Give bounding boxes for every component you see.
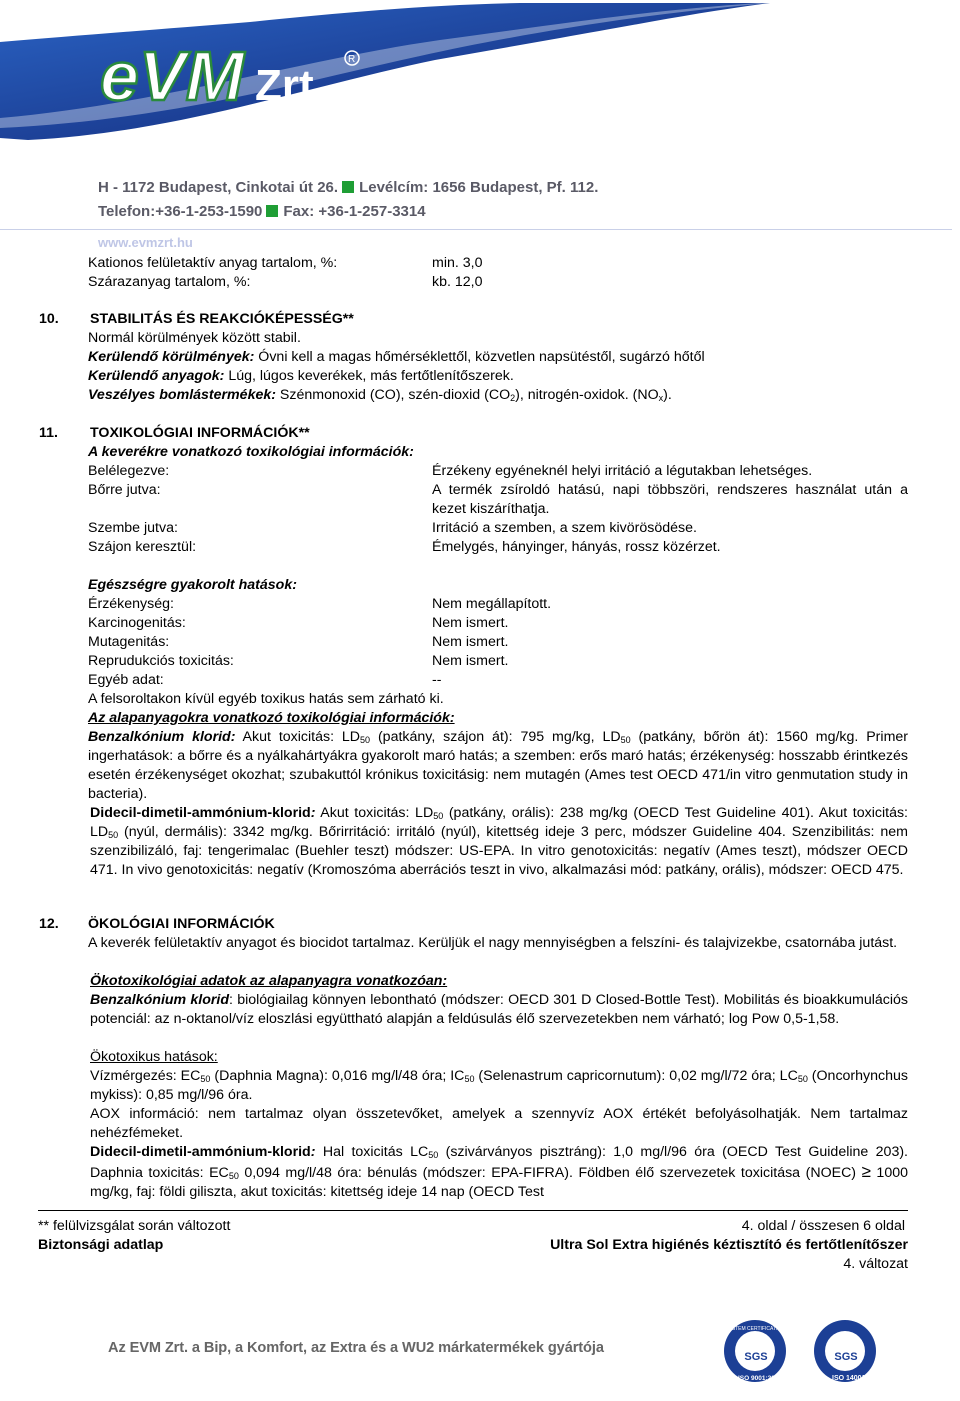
website-link[interactable]: www.evmzrt.hu xyxy=(98,235,193,250)
health-effects-heading: Egészségre gyakorolt hatások: xyxy=(88,577,297,593)
substance-label: Didecil-dimetil-ammónium-klorid xyxy=(90,805,311,821)
health-label: Karcinogenitás: xyxy=(88,615,186,631)
sgs-logo: SGS xyxy=(744,1351,768,1363)
health-label: Mutagenitás: xyxy=(88,634,170,650)
ecotox-effects-heading: Ökotoxikus hatások: xyxy=(90,1049,218,1065)
didecil-tox-paragraph xyxy=(90,804,908,880)
aox-paragraph: AOX információ: nem tartalmaz olyan összetevőket, amelyek a szennyvíz AOX értékét befolyásolhatják. Nem tartalmaz nehézfémeket. xyxy=(90,1106,908,1141)
subscript: x xyxy=(658,393,664,403)
green-square-icon xyxy=(266,205,278,217)
street-address: H - 1172 Budapest, Cinkotai út 26. xyxy=(98,179,339,196)
section-12-title: ÖKOLÓGIAI INFORMÁCIÓK xyxy=(88,916,275,932)
exposure-value: A termék zsíroldó hatású, napi többszöri, rendszeres használat után a kezet kiszáríthatja. xyxy=(432,482,908,517)
document-type: Biztonsági adatlap xyxy=(38,1237,164,1253)
decomposition-text: Szénmonoxid (CO), szén-dioxid (CO xyxy=(275,387,511,403)
decomposition-text: ). xyxy=(663,387,672,403)
cert-caption: SYSTEM CERTIFICATION xyxy=(725,1326,785,1332)
exposure-label: Belélegezve: xyxy=(88,463,170,479)
materials-label: Kerülendő anyagok: xyxy=(88,368,225,384)
subscript: 50 xyxy=(797,1074,808,1084)
health-label: Érzékenység: xyxy=(88,596,174,612)
revision-note: ** felülvizsgálat során változott xyxy=(38,1218,231,1234)
subscript: 50 xyxy=(228,1171,239,1181)
iso-14001-certificate-badge xyxy=(812,1318,878,1384)
raw-material-tox-heading: Az alapanyagokra vonatkozó toxikológiai információk: xyxy=(88,710,455,726)
paragraph-text: (patkány, bőrön át): 1560 mg/kg. Primer ingerhatások: a bőrre és a nyálkahártyákra gyakorolt maró hatás; a szemben: erős maró hatás; érzékenység: hosszabb érintkezés esetén érzékenységet okozhat; szubakuttól krónikus toxicitásig: nem mutagén (Ames test OECD 471/in vitro genmutation study in bacteria). xyxy=(88,729,908,802)
phone-number: Telefon:+36-1-253-1590 xyxy=(98,203,263,220)
decomposition-text: ), nitrogén-oxidok. (NO xyxy=(515,387,659,403)
subscript: 50 xyxy=(620,735,631,745)
product-name: Ultra Sol Extra higiénés kéztisztító és fertőtlenítőszer xyxy=(550,1237,908,1253)
paragraph-text: Hal toxicitás LC xyxy=(315,1144,429,1160)
section-10-title: STABILITÁS ÉS REAKCIÓKÉPESSÉG** xyxy=(90,311,354,327)
hazardous-decomposition xyxy=(88,386,672,405)
decomposition-label: Veszélyes bomlástermékek: xyxy=(88,387,276,403)
paragraph-text: (szivárványos pisztráng): 1,0 mg/l/96 óra (OECD Test Guideline 203). Daphnia toxicitás: EC xyxy=(90,1144,909,1181)
substance-label: Didecil-dimetil-ammónium-klorid xyxy=(90,1144,311,1160)
substance-colon: : xyxy=(310,1144,316,1160)
iso-9001-certificate-badge xyxy=(722,1318,788,1384)
subscript: 50 xyxy=(428,1150,439,1160)
stability-statement: Normál körülmények között stabil. xyxy=(88,330,301,346)
subscript: 50 xyxy=(360,735,371,745)
dry-matter-value: kb. 12,0 xyxy=(432,274,483,290)
paragraph-text: Akut toxicitás: LD xyxy=(235,729,361,745)
subscript: 2 xyxy=(510,393,516,403)
section-10-number: 10. xyxy=(39,311,59,327)
paragraph-text: Akut toxicitás: LD xyxy=(315,805,434,821)
paragraph-text: : biológiailag könnyen lebontható (módszer: OECD 301 D Closed-Bottle Test). Mobilitás és bioakkumulációs potenciál: az n-oktanol/víz eloszlási együttható alapján a feldúsulás élő szervezetekben nem várható; log Pow 0,5-1,58. xyxy=(90,992,908,1027)
address-line xyxy=(98,179,598,196)
health-label: Egyéb adat: xyxy=(88,672,164,688)
sgs-logo: SGS xyxy=(834,1351,858,1363)
cert-iso-label: ISO 14001 xyxy=(832,1375,866,1382)
phone-line xyxy=(98,203,426,220)
subscript: 50 xyxy=(433,811,444,821)
paragraph-text: (patkány, orális): 238 mg/kg (OECD Test Guideline 401). Akut toxicitás: LD xyxy=(90,805,908,840)
fax-number: Fax: +36-1-257-3314 xyxy=(283,203,426,220)
section-11-number: 11. xyxy=(39,425,58,441)
green-square-icon xyxy=(342,181,354,193)
version-number: 4. változat xyxy=(843,1256,908,1272)
section-11-title: TOXIKOLÓGIAI INFORMÁCIÓK** xyxy=(90,425,310,441)
conditions-label: Kerülendő körülmények: xyxy=(88,349,255,365)
header-divider xyxy=(0,229,952,230)
exposure-value: Émelygés, hányinger, hányás, rossz közérzet. xyxy=(432,539,721,555)
ecotox-data-heading: Ökotoxikológiai adatok az alapanyagra vonatkozóan: xyxy=(90,973,448,989)
substance-label: Benzalkónium klorid: xyxy=(88,729,236,745)
conditions-text: Óvni kell a magas hőmérséklettől, közvetlen napsütéstől, sugárzó hőtől xyxy=(254,349,705,365)
svg-text:R: R xyxy=(348,54,356,65)
paragraph-text: Vízmérgezés: EC xyxy=(90,1068,201,1084)
health-value: Nem ismert. xyxy=(432,615,509,631)
cationic-surfactant-label: Kationos felületaktív anyag tartalom, %: xyxy=(88,255,338,271)
subscript: 50 xyxy=(200,1074,211,1084)
exposure-label: Szembe jutva: xyxy=(88,520,178,536)
other-effects-note: A felsoroltakon kívül egyéb toxikus hatás sem zárható ki. xyxy=(88,691,444,707)
health-value: Nem ismert. xyxy=(432,653,509,669)
company-logo-banner xyxy=(0,0,960,170)
exposure-label: Bőrre jutva: xyxy=(88,482,161,498)
greater-equal-symbol: ≥ xyxy=(861,1162,871,1181)
substance-label: Benzalkónium klorid xyxy=(90,992,230,1008)
paragraph-text: 1000 mg/kg, faj: földi giliszta, akut toxicitás: kitettség ideje 14 nap (OECD Test xyxy=(90,1165,908,1200)
ecology-intro: A keverék felületaktív anyagot és biocidot tartalmaz. Kerüljük el nagy mennyiségben a felszíni- és talajvizekbe, csatornába jutást. xyxy=(88,935,898,951)
materials-text: Lúg, lúgos keverékek, más fertőtlenítőszerek. xyxy=(224,368,514,384)
brand-statement: Az EVM Zrt. a Bip, a Komfort, az Extra és a WU2 márkatermékek gyártója xyxy=(108,1340,604,1356)
health-value: Nem ismert. xyxy=(432,634,509,650)
paragraph-text: (Selenastrum capricornutum): 0,02 mg/l/72 óra; LC xyxy=(474,1068,798,1084)
materials-to-avoid xyxy=(88,367,514,386)
substance-colon: : xyxy=(310,805,316,821)
benzalkonium-eco-paragraph xyxy=(90,991,908,1029)
subscript: 50 xyxy=(108,830,119,840)
postal-address: Levélcím: 1656 Budapest, Pf. 112. xyxy=(359,179,599,196)
paragraph-text: 0,094 mg/l/48 óra: bénulás (módszer: EPA-FIFRA). Földben élő szervezetek toxicitása (NOEC) xyxy=(238,1165,862,1181)
svg-text:Zrt.: Zrt. xyxy=(255,61,326,110)
dry-matter-label: Szárazanyag tartalom, %: xyxy=(88,274,251,290)
section-12-number: 12. xyxy=(39,916,59,932)
health-label: Reprudukciós toxicitás: xyxy=(88,653,234,669)
paragraph-text: (patkány, szájon át): 795 mg/kg, LD xyxy=(370,729,621,745)
page-info: 4. oldal / összesen 6 oldal xyxy=(741,1218,905,1234)
health-value: -- xyxy=(432,672,442,688)
exposure-label: Szájon keresztül: xyxy=(88,539,197,555)
exposure-value: Irritáció a szemben, a szem kivörösödése. xyxy=(432,520,697,536)
paragraph-text: (Daphnia Magna): 0,016 mg/l/48 óra; IC xyxy=(210,1068,465,1084)
conditions-to-avoid xyxy=(88,348,705,367)
exposure-value: Érzékeny egyéneknél helyi irritáció a légutakban lehetséges. xyxy=(432,463,813,479)
cert-iso-label: ISO 9001:2000 xyxy=(738,1375,783,1382)
company-logo: eVM xyxy=(100,37,244,115)
subscript: 50 xyxy=(464,1074,475,1084)
cationic-surfactant-value: min. 3,0 xyxy=(432,255,483,271)
footer-divider xyxy=(38,1210,908,1211)
paragraph-text: (Oncorhynchus mykiss): 0,85 mg/l/96 óra. xyxy=(90,1068,908,1103)
mixture-tox-heading: A keverékre vonatkozó toxikológiai információk: xyxy=(88,444,414,460)
health-value: Nem megállapított. xyxy=(432,596,552,612)
didecil-eco-paragraph xyxy=(90,1143,908,1202)
benzalkonium-tox-paragraph xyxy=(88,728,908,804)
paragraph-text: (nyúl, dermális): 3342 mg/kg. Bőrirritáció: irritáló (nyúl), kitettség ideje 3 perc, módszer Guideline 404. Szenzibilitás: nem szenzibilizáló, faj: tengerimalac (Buehler teszt) módszer: US-EPA. In vitro genotoxicitás: negatív (Ames teszt), módszer OECD 471. In vivo genotoxicitás: negatív (Kromoszóma aberrációs teszt in vivo, alkalmazási mód: patkány, orális), módszer: OECD 475. xyxy=(90,824,908,878)
water-toxicity-paragraph xyxy=(90,1067,908,1105)
